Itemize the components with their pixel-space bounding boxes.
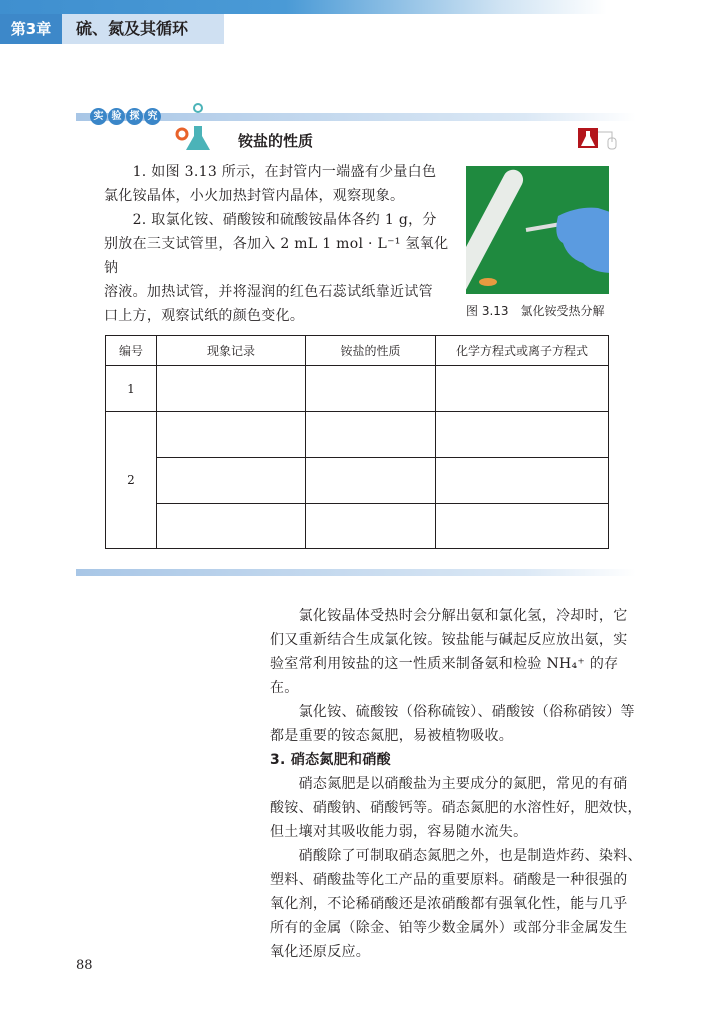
record-table	[105, 335, 609, 549]
table-header: 编号	[106, 336, 157, 366]
text-line: 氧化还原反应。	[270, 944, 371, 960]
text-line: 硝态氮肥是以硝酸盐为主要成分的氮肥，常见的有硝	[270, 776, 628, 792]
flask-gear-icon	[172, 100, 222, 154]
table-cell	[157, 504, 306, 549]
table-cell	[306, 458, 436, 504]
lab-icon	[578, 126, 634, 150]
table-cell	[157, 412, 306, 458]
text-line: 别放在三支试管里，各加入 2 mL 1 mol · L⁻¹ 氢氧化钠	[104, 236, 449, 276]
text-line: 但土壤对其吸收能力弱，容易随水流失。	[270, 824, 528, 840]
text-line: 塑料、硝酸盐等化工产品的重要原料。硝酸是一种很强的	[270, 872, 628, 888]
top-banner	[0, 0, 714, 14]
table-header: 现象记录	[157, 336, 306, 366]
chapter-title: 硫、氮及其循环	[62, 14, 224, 44]
figure-photo	[466, 166, 609, 294]
table-cell	[436, 504, 609, 549]
text-line: 所有的金属（除金、铂等少数金属外）或部分非金属发生	[270, 920, 628, 936]
text-line: 氯化铵、硫酸铵（俗称硫铵）、硝酸铵（俗称硝铵）等	[270, 704, 635, 720]
table-cell	[157, 366, 306, 412]
table-cell	[436, 458, 609, 504]
text-line: 氧化剂，不论稀硝酸还是浓硝酸都有强氧化性，能与几乎	[270, 896, 628, 912]
row-id: 2	[106, 412, 157, 549]
text-line: 氯化铵晶体受热时会分解出氨和氯化氢，冷却时，它	[270, 608, 628, 624]
badge: 验	[108, 108, 125, 125]
table-cell	[436, 412, 609, 458]
chapter-label: 第3章	[0, 14, 62, 44]
text-line: 都是重要的铵态氮肥，易被植物吸收。	[270, 728, 514, 744]
badge: 实	[90, 108, 107, 125]
table-header: 化学方程式或离子方程式	[436, 336, 609, 366]
table-cell	[306, 412, 436, 458]
text-line: 们又重新结合生成氯化铵。铵盐能与碱起反应放出氨，实	[270, 632, 628, 648]
text-line: 溶液。加热试管，并将湿润的红色石蕊试纸靠近试管	[104, 284, 433, 300]
table-cell	[157, 458, 306, 504]
text-line: 氯化铵晶体，小火加热封管内晶体，观察现象。	[104, 188, 405, 204]
table-cell	[306, 366, 436, 412]
table-header: 铵盐的性质	[306, 336, 436, 366]
experiment-end-bar	[76, 569, 636, 576]
text-line: 口上方，观察试纸的颜色变化。	[104, 308, 305, 324]
row-id: 1	[106, 366, 157, 412]
text-line: 酸铵、硝酸钠、硝酸钙等。硝态氮肥的水溶性好，肥效快，	[270, 800, 642, 816]
text-line: 1. 如图 3.13 所示，在封管内一端盛有少量白色	[104, 164, 437, 180]
text-line: 2. 取氯化铵、硝酸铵和硫酸铵晶体各约 1 g，分	[104, 212, 437, 228]
text-line: 验室常利用铵盐的这一性质来制备氨和检验 NH₄⁺ 的存在。	[270, 656, 619, 696]
badge: 究	[144, 108, 161, 125]
page-number: 88	[76, 958, 93, 973]
experiment-title: 铵盐的性质	[238, 132, 314, 150]
experiment-steps	[104, 160, 454, 328]
badge: 探	[126, 108, 143, 125]
text-line: 硝酸除了可制取硝态氮肥之外，也是制造炸药、染料、	[270, 848, 642, 864]
body-text	[270, 604, 642, 964]
table-cell	[306, 504, 436, 549]
table-cell	[436, 366, 609, 412]
section-heading: 3. 硝态氮肥和硝酸	[270, 752, 391, 768]
figure-caption: 图 3.13 氯化铵受热分解	[466, 304, 605, 318]
